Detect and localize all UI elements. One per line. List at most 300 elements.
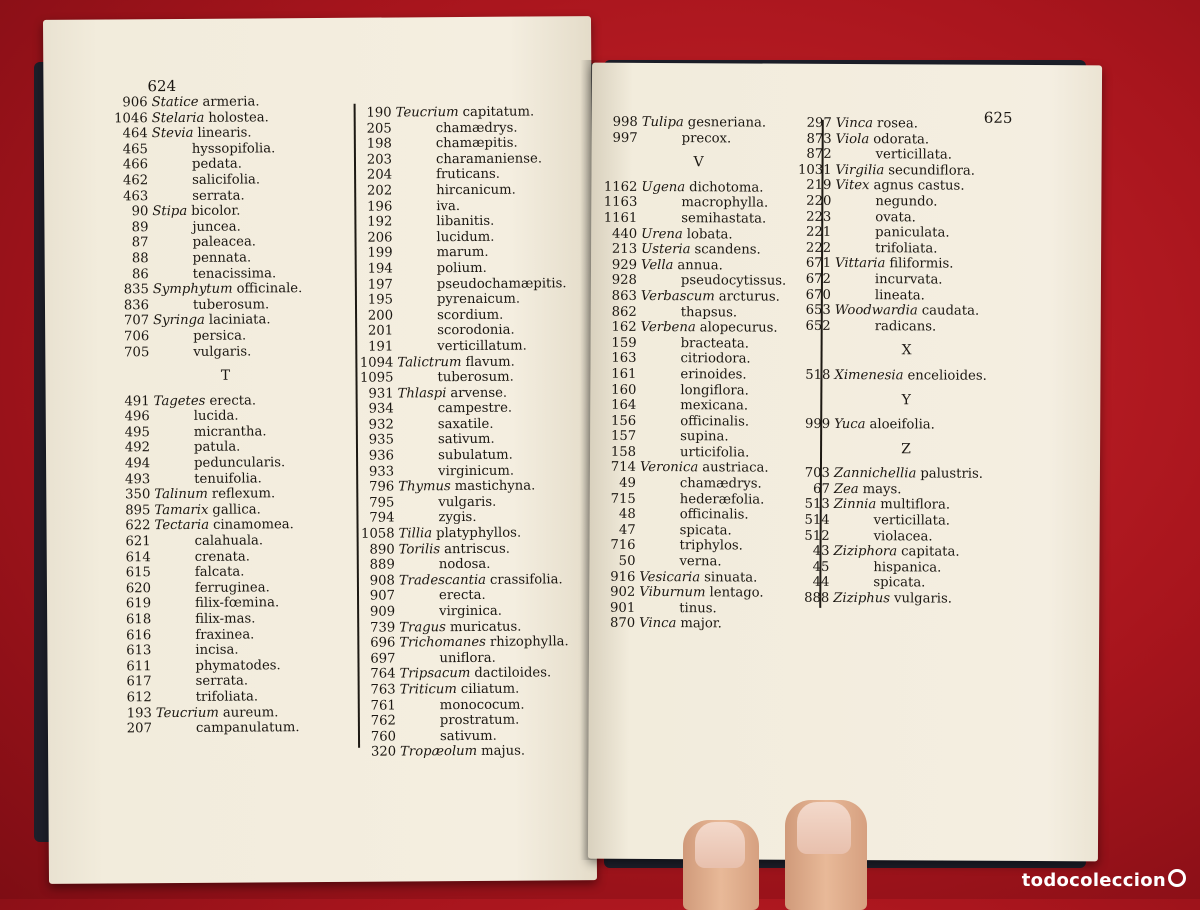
species-name: vulgaris. [893, 591, 953, 607]
entry-number: 611 [126, 658, 152, 675]
index-entry [592, 351, 802, 368]
entry-number: 493 [124, 471, 151, 488]
index-entry [787, 256, 1027, 273]
entry-number: 619 [125, 596, 152, 612]
species-name: vulgaris. [438, 494, 497, 511]
genus-name: Viburnum [639, 585, 706, 601]
entry-number: 196 [367, 199, 393, 215]
entry-number: 195 [367, 292, 394, 308]
entry-number: 873 [806, 131, 832, 147]
index-entry [348, 120, 588, 137]
species-name: scandens. [694, 242, 761, 258]
species-name: reflexum. [211, 486, 276, 503]
species-name: filix-fœmina. [195, 595, 280, 612]
species-name: precox. [681, 130, 732, 146]
species-name: radicans. [874, 318, 937, 335]
entry-number: 162 [611, 319, 637, 336]
index-entry [591, 554, 801, 571]
entry-number: 47 [618, 522, 636, 538]
fingernail [695, 822, 745, 868]
index-entry [592, 476, 802, 493]
left-page [43, 16, 597, 884]
entry-number: 44 [812, 575, 830, 591]
species-name: ferruginea. [194, 580, 270, 596]
index-entry [104, 156, 344, 173]
index-entry [104, 94, 344, 111]
index-entry [105, 265, 345, 282]
entry-number: 931 [368, 386, 394, 402]
species-name: negundo. [875, 194, 938, 210]
index-entry [593, 242, 803, 259]
species-name: verticillatum. [437, 338, 527, 355]
index-entry [106, 408, 346, 425]
entry-number: 614 [125, 549, 151, 565]
species-name: muricatus. [449, 619, 522, 635]
entry-number: 50 [618, 553, 636, 569]
species-name: serrata. [195, 673, 249, 690]
index-entry [785, 560, 1025, 577]
index-entry [106, 393, 346, 410]
entry-number: 440 [611, 226, 638, 242]
species-name: fruticans. [436, 167, 501, 183]
entry-number: 933 [368, 464, 395, 480]
genus-name: Tectaria [154, 518, 210, 534]
species-name: tenuifolia. [194, 471, 262, 487]
entry-number: 796 [369, 479, 395, 495]
species-name: paniculata. [875, 225, 950, 241]
entry-number: 164 [611, 397, 637, 414]
entry-number: 1031 [797, 162, 832, 178]
entry-number: 204 [366, 167, 393, 184]
species-name: virginica. [439, 603, 502, 620]
entry-number: 706 [123, 329, 150, 345]
entry-number: 206 [367, 230, 393, 246]
species-name: dichotoma. [689, 179, 764, 196]
species-name: trifoliata. [195, 689, 259, 705]
entry-number: 213 [611, 241, 638, 258]
entry-number: 760 [370, 729, 397, 745]
index-entry [105, 328, 345, 345]
entry-number: 916 [610, 569, 636, 585]
genus-name: Symphytum [152, 281, 233, 298]
index-entry [593, 335, 803, 352]
entry-number: 620 [125, 580, 152, 597]
index-entry [348, 198, 588, 215]
right-page [588, 63, 1102, 862]
entry-number: 707 [123, 313, 150, 329]
entry-number: 48 [618, 507, 636, 523]
index-entry [108, 704, 348, 721]
index-entry [592, 538, 802, 555]
index-entry [349, 354, 589, 371]
species-name: erecta. [438, 588, 486, 604]
index-entry [105, 312, 345, 329]
entry-number: 67 [813, 481, 830, 497]
species-name: pennata. [192, 250, 252, 266]
species-name: tuberosum. [192, 297, 270, 313]
species-name: bracteata. [680, 335, 749, 352]
index-entry [106, 424, 346, 441]
index-entry [593, 195, 803, 212]
index-entry [350, 494, 590, 511]
index-entry [594, 130, 804, 147]
index-entry [349, 369, 589, 386]
species-name: paleacea. [192, 234, 257, 251]
species-name: spicata. [873, 575, 926, 591]
entry-number: 670 [805, 287, 831, 303]
entry-number: 888 [804, 590, 830, 606]
entry-number: 705 [124, 344, 150, 360]
index-entry [349, 338, 589, 355]
genus-name: Urena [641, 226, 683, 242]
genus-name: Ugena [641, 179, 686, 195]
index-entry [352, 681, 592, 698]
index-entry [592, 367, 802, 384]
species-name: aureum. [222, 704, 279, 721]
index-entry [348, 151, 588, 168]
genus-name: Thlaspi [397, 385, 447, 402]
section-letter: T [220, 367, 231, 384]
index-entry [351, 572, 591, 589]
species-name: sativum. [439, 728, 497, 744]
species-name: thapsus. [680, 304, 738, 320]
species-name: lineata. [874, 287, 925, 303]
entry-number: 156 [611, 413, 637, 429]
entry-number: 934 [368, 401, 394, 417]
species-name: ciliatum. [460, 681, 520, 697]
species-name: charamaniense. [435, 151, 543, 167]
species-name: verticillata. [873, 513, 951, 529]
species-name: secundiflora. [888, 163, 976, 179]
entry-number: 45 [812, 559, 830, 575]
entry-number: 205 [366, 121, 392, 137]
index-entry [348, 104, 588, 121]
species-name: micrantha. [193, 424, 267, 440]
entry-number: 512 [804, 528, 830, 544]
species-name: arvense. [450, 385, 508, 401]
entry-number: 998 [612, 114, 638, 130]
page-number: 625 [983, 108, 1013, 127]
species-name: linearis. [197, 125, 252, 142]
species-name: campestre. [437, 400, 513, 417]
index-entry [786, 466, 1026, 483]
entry-number: 671 [805, 256, 832, 272]
index-entry [591, 600, 801, 617]
species-name: filix-mas. [195, 611, 256, 627]
genus-name: Ximenesia [834, 367, 904, 384]
species-name: triphylos. [679, 538, 743, 554]
index-entry [107, 580, 347, 597]
index-entry [593, 289, 803, 306]
index-entry [351, 650, 591, 667]
entry-number: 494 [124, 456, 151, 472]
genus-name: Woodwardia [834, 303, 918, 319]
species-name: spicata. [679, 522, 732, 539]
entry-number: 1094 [359, 354, 394, 371]
entry-number: 764 [370, 666, 396, 683]
entry-number: 1095 [359, 370, 394, 386]
index-entry [351, 603, 591, 620]
genus-name: Teucrium [395, 105, 459, 121]
watermark: todocoleccion [1022, 869, 1186, 891]
entry-number: 221 [805, 224, 832, 241]
index-entry [105, 297, 345, 314]
species-name: filiformis. [889, 256, 954, 272]
index-entry [104, 141, 344, 158]
species-name: antriscus. [444, 541, 510, 557]
species-name: vulgaris. [193, 343, 252, 360]
genus-name: Viola [835, 131, 870, 147]
index-entry [592, 491, 802, 508]
entry-number: 901 [610, 600, 636, 616]
entry-number: 697 [370, 651, 396, 667]
entry-number: 653 [805, 302, 831, 319]
index-entry [108, 689, 348, 706]
species-name: crenata. [194, 549, 251, 565]
entry-number: 613 [126, 643, 152, 659]
index-entry [350, 400, 590, 417]
index-entry [787, 272, 1027, 289]
entry-number: 86 [131, 266, 149, 282]
genus-name: Stevia [151, 126, 194, 142]
species-name: urticifolia. [680, 445, 750, 461]
species-name: scorodonia. [437, 322, 515, 339]
index-entry [107, 626, 347, 643]
index-entry [106, 502, 346, 519]
index-entry [350, 385, 590, 402]
index-entry [349, 276, 589, 293]
index-entry [107, 595, 347, 612]
entry-number: 161 [611, 366, 637, 382]
genus-name: Vitex [835, 178, 870, 194]
index-entry [352, 697, 592, 714]
entry-number: 203 [366, 152, 393, 168]
index-entry [592, 398, 802, 415]
fingernail [797, 802, 851, 854]
genus-name: Stipa [152, 204, 188, 220]
index-entry [786, 417, 1026, 434]
entry-number: 160 [611, 382, 637, 398]
species-name: caudata. [921, 303, 980, 319]
species-name: polium. [436, 260, 487, 277]
index-entry [787, 178, 1027, 195]
species-name: sativum. [437, 432, 495, 448]
index-entry [593, 226, 803, 243]
species-name: incisa. [195, 642, 239, 659]
entry-number: 716 [610, 538, 636, 554]
species-name: saxatile. [437, 416, 494, 433]
genus-name: Virgilia [835, 162, 885, 178]
species-name: uniflora. [439, 650, 496, 666]
entry-number: 49 [619, 475, 636, 491]
index-entry [105, 281, 345, 298]
entry-number: 1162 [603, 179, 638, 195]
entry-number: 612 [126, 690, 152, 706]
entry-number: 90 [131, 204, 149, 220]
entry-number: 696 [370, 635, 396, 651]
species-name: officinalis. [680, 413, 750, 430]
species-name: prostratum. [439, 712, 520, 729]
entry-number: 909 [369, 604, 396, 620]
index-entry [786, 497, 1026, 514]
entry-number: 191 [368, 339, 394, 355]
entry-number: 297 [806, 115, 832, 131]
index-entry [349, 244, 589, 261]
genus-name: Tamarix [154, 502, 209, 519]
entry-number: 320 [370, 744, 397, 760]
entry-number: 835 [123, 282, 149, 298]
species-name: pseudochamæpitis. [436, 275, 567, 292]
index-entry [351, 525, 591, 542]
species-name: pyrenaicum. [436, 291, 521, 308]
index-entry [350, 416, 590, 433]
species-name: peduncularis. [194, 455, 286, 471]
species-name: hederæfolia. [679, 491, 765, 508]
species-name: macrophylla. [681, 195, 769, 211]
genus-name: Usteria [641, 242, 691, 258]
index-entry [348, 135, 588, 152]
section-letter: Z [901, 440, 911, 458]
species-name: officinalis. [679, 507, 749, 523]
species-name: persica. [193, 328, 247, 344]
index-entry [787, 162, 1027, 179]
index-entry [348, 182, 588, 199]
species-name: lucida. [193, 408, 239, 425]
index-entry [787, 209, 1027, 226]
species-name: major. [680, 616, 722, 632]
species-name: mexicana. [680, 398, 749, 414]
species-name: monococum. [439, 697, 525, 713]
entry-number: 703 [804, 466, 830, 482]
entry-number: 201 [367, 323, 394, 339]
entry-number: 197 [367, 277, 393, 293]
species-name: incurvata. [874, 272, 943, 288]
entry-number: 88 [131, 251, 149, 267]
entry-number: 463 [123, 188, 149, 204]
entry-number: 1163 [603, 195, 638, 211]
species-name: lentago. [709, 585, 764, 601]
genus-name: Vesicaria [639, 569, 701, 585]
entry-number: 622 [125, 518, 151, 534]
index-entry [351, 619, 591, 636]
genus-name: Trichomanes [399, 635, 486, 651]
genus-name: Ziziphus [833, 590, 891, 607]
entry-number: 902 [610, 584, 636, 601]
entry-number: 464 [122, 126, 148, 142]
index-entry [107, 642, 347, 659]
entry-number: 621 [125, 534, 151, 550]
index-entry [107, 564, 347, 581]
species-name: campanulatum. [195, 720, 300, 737]
species-name: crassifolia. [489, 572, 563, 588]
section-letter: Y [901, 391, 911, 408]
index-entry [786, 528, 1026, 545]
entry-number: 496 [124, 409, 150, 425]
entry-number: 87 [131, 235, 149, 251]
species-name: salicifolia. [192, 172, 261, 188]
index-entry [350, 432, 590, 449]
entry-number: 929 [611, 257, 638, 273]
entry-number: 999 [804, 416, 831, 433]
entry-number: 895 [125, 503, 151, 519]
index-entry [785, 591, 1025, 608]
species-name: subulatum. [437, 447, 513, 464]
entry-number: 159 [611, 335, 637, 351]
species-name: odorata. [873, 131, 930, 148]
genus-name: Tragus [399, 619, 446, 636]
species-name: hyssopifolia. [191, 141, 276, 157]
genus-name: Torilis [398, 541, 441, 558]
genus-name: Verbascum [640, 288, 715, 305]
index-entry [594, 115, 804, 132]
entry-number: 223 [806, 209, 832, 225]
species-name: rosea. [876, 116, 918, 132]
species-name: pedata. [191, 156, 242, 173]
species-name: pseudocytissus. [680, 273, 787, 290]
genus-name: Tulipa [641, 114, 684, 131]
genus-name: Veronica [639, 460, 699, 476]
entry-number: 89 [131, 219, 149, 236]
index-entry [788, 116, 1028, 133]
species-name: arcturus. [718, 289, 780, 305]
species-name: mays. [862, 481, 902, 498]
genus-name: Ziziphora [833, 544, 898, 560]
entry-number: 907 [369, 588, 396, 605]
index-column [591, 115, 804, 633]
index-entry [592, 523, 802, 540]
species-name: citriodora. [680, 351, 751, 367]
genus-name: Statice [151, 94, 199, 111]
entry-number: 617 [126, 674, 152, 690]
genus-name: Vinca [835, 115, 874, 132]
index-entry [786, 368, 1026, 385]
species-name: verna. [679, 554, 722, 570]
entry-number: 870 [609, 616, 636, 632]
species-name: verticillata. [875, 147, 952, 163]
species-name: chamædrys. [435, 120, 518, 136]
entry-number: 513 [804, 497, 830, 513]
entry-number: 491 [124, 393, 150, 410]
index-entry [352, 728, 592, 745]
index-entry [350, 463, 590, 480]
entry-number: 222 [805, 240, 832, 256]
index-entry [349, 307, 589, 324]
genus-name: Tradescantia [398, 572, 487, 589]
entry-number: 350 [125, 487, 151, 503]
entry-number: 890 [369, 542, 395, 558]
species-name: patula. [193, 440, 241, 456]
species-name: libanitis. [436, 213, 495, 230]
index-entry [108, 720, 348, 737]
species-name: annua. [677, 257, 723, 274]
species-name: gesneriana. [687, 115, 767, 131]
species-name: falcata. [194, 564, 245, 581]
species-name: platyphyllos. [436, 525, 522, 542]
index-entry [351, 556, 591, 573]
index-entry [788, 147, 1028, 164]
genus-name: Verbena [640, 320, 696, 336]
entry-number: 495 [124, 425, 150, 441]
index-entry [591, 585, 801, 602]
index-entry [788, 131, 1028, 148]
entry-number: 190 [366, 105, 392, 121]
species-name: hircanicum. [436, 182, 516, 199]
genus-name: Tripsacum [399, 666, 471, 682]
index-entry [785, 575, 1025, 592]
genus-name: Triticum [399, 682, 457, 698]
entry-number: 936 [368, 448, 395, 464]
genus-name: Tillia [398, 526, 433, 542]
